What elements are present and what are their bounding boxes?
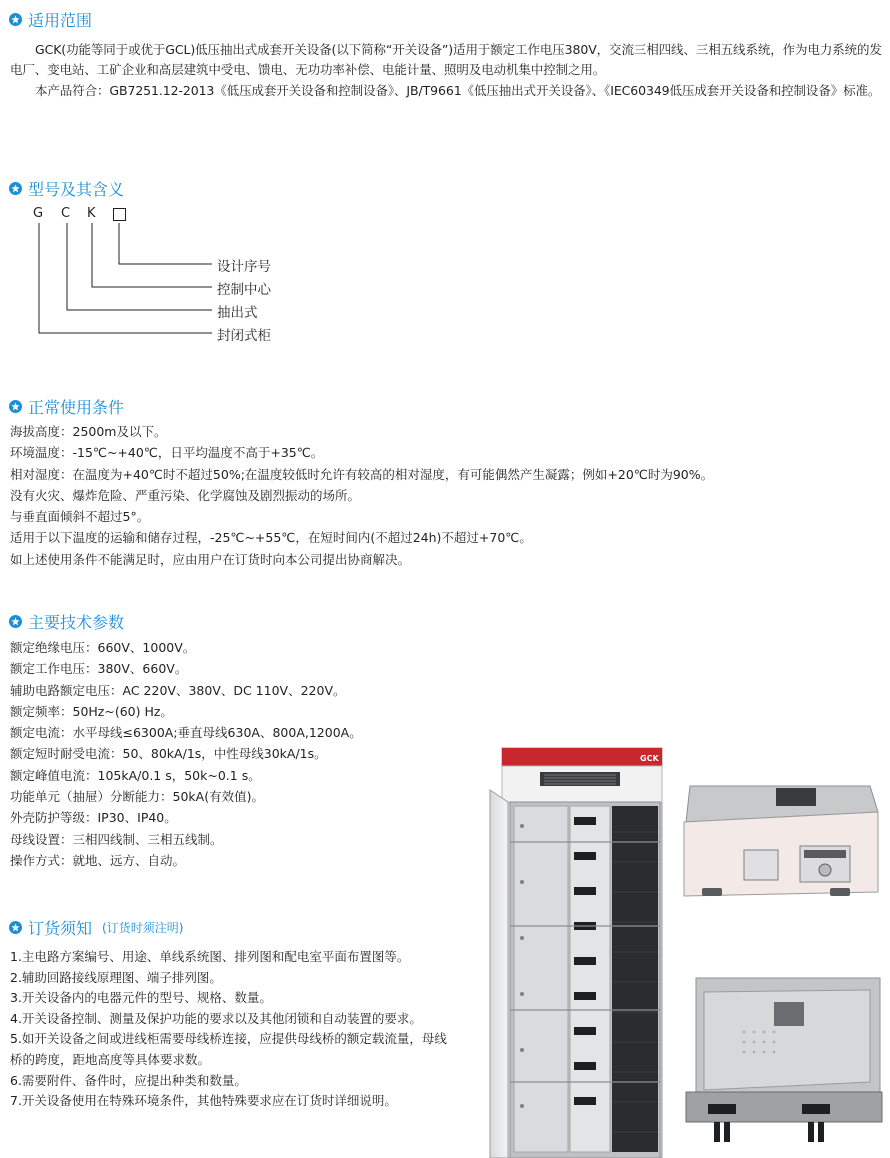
ordering-item: 2.辅助回路接线原理图、端子排列图。	[10, 969, 222, 985]
section-title-params	[9, 610, 124, 633]
section-title-text: 订货须知	[28, 919, 93, 938]
cabinet-label: GCK	[640, 754, 659, 763]
star-icon	[9, 615, 22, 628]
params-line: 辅助电路额定电压：AC 220V、380V、DC 110V、220V。	[10, 682, 346, 698]
conditions-line: 没有火灾、爆炸危险、严重污染、化学腐蚀及剧烈振动的场所。	[10, 487, 361, 503]
drawer-photo-2	[684, 972, 884, 1158]
conditions-list	[10, 421, 713, 570]
ordering-item: 6.需要附件、备件时，应提出种类和数量。	[10, 1072, 247, 1088]
conditions-line: 相对湿度：在温度为+40℃时不超过50%;在温度较低时允许有较高的相对湿度，有可能偶然产生凝露；例如+20℃时为90%。	[10, 466, 714, 482]
model-label-draw-out: 抽出式	[217, 305, 258, 321]
section-title-conditions	[9, 395, 124, 418]
model-letter-g: G	[33, 206, 44, 221]
ordering-item: 4.开关设备控制、测量及保护功能的要求以及其他闭锁和自动装置的要求。	[10, 1010, 422, 1026]
params-line: 额定峰值电流：105kA/0.1 s，50k~0.1 s。	[10, 767, 261, 783]
conditions-line: 与垂直面倾斜不超过5°。	[10, 509, 150, 525]
params-line: 功能单元（抽屉）分断能力：50kA(有效值)。	[10, 789, 264, 805]
section-subtitle: (订货时须注明)	[102, 921, 184, 935]
model-letter-c: C	[61, 206, 71, 221]
ordering-item: 3.开关设备内的电器元件的型号、规格、数量。	[10, 990, 272, 1006]
section-title-ordering	[9, 916, 183, 939]
params-line: 额定绝缘电压：660V、1000V。	[10, 640, 196, 655]
conditions-line: 环境温度：-15℃~+40℃，日平均温度不高于+35℃。	[10, 445, 324, 461]
params-line: 操作方式：就地、远方、自动。	[10, 852, 186, 868]
params-line: 额定电流：水平母线≤6300A;垂直母线630A、800A,1200A。	[10, 725, 362, 741]
model-label-serial: 设计序号	[217, 259, 271, 275]
ordering-item: 5.如开关设备之间或进线柜需要母线桥连接，应提供母线桥的额定载流量，母线桥的跨度，距地高度等具体要求数。	[10, 1031, 447, 1067]
section-title-text: 型号及其含义	[28, 180, 125, 199]
scope-paragraph-1: GCK(功能等同于或优于GCL)低压抽出式成套开关设备(以下简称“开关设备”)适用于额定工作电压380V，交流三相四线、三相五线系统，作为电力系统的发电厂、变电站、工矿企业和高层建筑中受电、馈电、无功功率补偿、电能计量、照明及电动机集中控制之用。	[10, 42, 882, 77]
ordering-list	[10, 947, 455, 1112]
drawer-photo-1	[680, 772, 884, 908]
ordering-item: 1.主电路方案编号、用途、单线系统图、排列图和配电室平面布置图等。	[10, 949, 410, 964]
section-title-text: 主要技术参数	[28, 613, 125, 632]
params-line: 外壳防护等级：IP30、IP40。	[10, 810, 177, 826]
model-label-control-center: 控制中心	[217, 282, 271, 298]
model-letter-k: K	[87, 206, 96, 221]
conditions-line: 海拔高度：2500m及以下。	[10, 424, 167, 439]
params-line: 母线设置：三相四线制、三相五线制。	[10, 831, 223, 847]
params-line: 额定频率：50Hz~(60) Hz。	[10, 703, 173, 719]
model-label-enclosed: 封闭式柜	[217, 328, 271, 344]
ordering-item: 7.开关设备使用在特殊环境条件，其他特殊要求应在订货时详细说明。	[10, 1093, 397, 1109]
model-bracket-lines	[0, 0, 890, 360]
scope-paragraph-2: 本产品符合：GB7251.12-2013《低压成套开关设备和控制设备》、JB/T9661《低压抽出式开关设备》、《IEC60349低压成套开关设备和控制设备》标准。	[35, 83, 881, 98]
params-line: 额定短时耐受电流：50、80kA/1s，中性母线30kA/1s。	[10, 746, 327, 762]
params-line: 额定工作电压：380V、660V。	[10, 661, 188, 677]
star-icon	[9, 400, 22, 413]
section-title-text: 适用范围	[28, 11, 93, 30]
section-title-text: 正常使用条件	[28, 398, 125, 417]
conditions-line: 适用于以下温度的运输和储存过程，-25℃~+55℃，在短时间内(不超过24h)不超过+70℃。	[10, 530, 532, 546]
params-list	[10, 637, 362, 871]
cabinet-photo	[488, 742, 668, 1158]
conditions-line: 如上述使用条件不能满足时，应由用户在订货时向本公司提出协商解决。	[10, 551, 411, 567]
star-icon	[9, 921, 22, 934]
